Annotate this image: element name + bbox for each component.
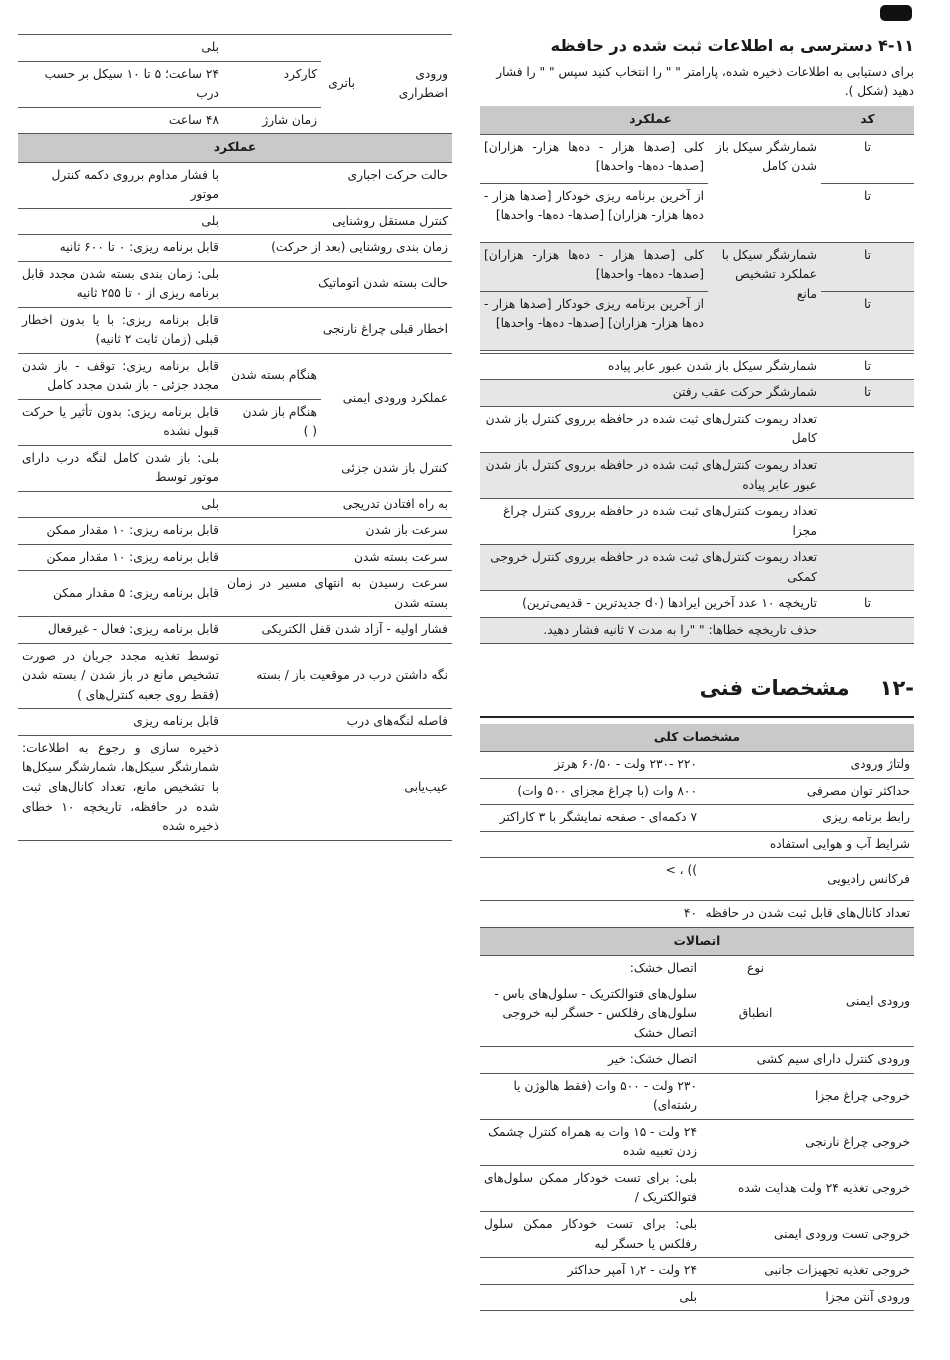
spec-sublabel: هنگام بسته شدن bbox=[223, 353, 321, 399]
spec-sublabel: نوع bbox=[747, 961, 764, 976]
spec-value: قابل برنامه ریزی: ۵ مقدار ممکن bbox=[18, 571, 223, 617]
spec-value: ۲۴ ولت - ۱۵ وات به همراه کنترل چشمک زدن تعبیه شده bbox=[480, 1119, 701, 1165]
obstacle-since-auto: از آخرین برنامه ریزی خودکار [صدها هزار - ده‌ها هزار- هزاران] [صدها- ده‌ها- واحدها] bbox=[480, 291, 708, 350]
memory-table bbox=[480, 106, 914, 644]
spec-label: تعداد کانال‌های قابل ثبت شدن در حافظه bbox=[701, 901, 914, 928]
general-specs-header: مشخصات کلی bbox=[480, 724, 914, 752]
spec-value: ۴۰ bbox=[480, 901, 701, 928]
spec-label: خروجی تست ورودی ایمنی bbox=[701, 1211, 914, 1257]
spec-label: خروجی تغذیه تجهیزات جانبی bbox=[701, 1258, 914, 1285]
spec-label: اخطار قبلی چراغ نارنجی bbox=[223, 307, 452, 353]
obstacle-total: کلی [صدها هزار - ده‌ها هزار- هزاران] [صدها- ده‌ها- واحدها] bbox=[480, 242, 708, 291]
spec-label: رابط برنامه ریزی bbox=[701, 805, 914, 832]
spec-value: اتصال خشک: bbox=[629, 961, 697, 976]
opening-sublabel: ( ) bbox=[303, 424, 317, 439]
obstacle-counter-label: شمارشگر سیکل با عملکرد تشخیص مانع bbox=[708, 242, 821, 350]
spec-label: خروجی چراغ نارنجی bbox=[701, 1119, 914, 1165]
remote-lamp-count: تعداد ریموت کنترل‌های ثبت شده در حافظه برروی کنترل چراغ مجزا bbox=[480, 499, 821, 545]
error-history: تاریخچه ۱۰ عدد آخرین ایرادها (d۰ جدیدترین - قدیمی‌ترین) bbox=[480, 591, 821, 618]
spec-value: اتصال خشک: خیر bbox=[480, 1047, 701, 1074]
opening-label: هنگام باز شدن bbox=[242, 404, 317, 419]
spec-label: ورودی اضطراری bbox=[359, 35, 452, 134]
spec-sublabel bbox=[223, 399, 321, 445]
full-open-since-auto: از آخرین برنامه ریزی خودکار [صدها هزار - ده‌ها هزار- هزاران] [صدها- ده‌ها- واحدها] bbox=[480, 183, 708, 242]
spec-value: ۲۲۰ -۲۳۰ ولت - ۶۰/۵۰ هرتز bbox=[480, 752, 701, 779]
spec-label: حالت حرکت اجباری bbox=[223, 162, 452, 208]
functions-table bbox=[18, 34, 452, 841]
spec-sublabel: باتری bbox=[321, 35, 359, 134]
spec-label: ورودی ایمنی bbox=[810, 956, 914, 1047]
spec-value: بلی: برای تست خودکار ممکن سلول‌های فتوالکتریک / bbox=[480, 1165, 701, 1211]
spec-value: قابل برنامه ریزی: بدون تأثیر یا حرکت قبول نشده bbox=[18, 399, 223, 445]
spec-sublabel: زمان شارژ bbox=[223, 107, 321, 134]
pedestrian-counter: شمارشگر سیکل باز شدن عبور عابر پیاده bbox=[480, 353, 821, 380]
spec-value: توسط تغذیه مجدد جریان در صورت تشخیص مانع در باز شدن / بسته شدن (فقط روی جعبه کنترل‌های ) bbox=[18, 643, 223, 709]
spec-value: ۲۴ ولت - ۱٫۲ آمپر حداکثر bbox=[480, 1258, 701, 1285]
spec-label: خروجی چراغ مجزا bbox=[701, 1073, 914, 1119]
spec-label: سرعت باز شدن bbox=[223, 518, 452, 545]
spec-value: قابل برنامه ریزی: ۰ تا ۶۰۰ ثانیه bbox=[18, 235, 223, 262]
spec-value: سلول‌های فتوالکتریک - سلول‌های باس - سلول‌های رفلکس - حسگر لبه خروجی اتصال خشک bbox=[480, 982, 701, 1047]
spec-value: ۸۰۰ وات (با چراغ مجزای ۵۰۰ وات) bbox=[480, 778, 701, 805]
right-column bbox=[480, 0, 914, 1311]
col-func-header: عملکرد bbox=[480, 106, 821, 134]
spec-sublabel: انطباق bbox=[701, 982, 810, 1047]
spec-value: قابل برنامه ریزی: ۱۰ مقدار ممکن bbox=[18, 544, 223, 571]
col-code-header: کد bbox=[821, 106, 914, 134]
spec-label: فرکانس رادیویی bbox=[701, 858, 914, 901]
spec-label: به راه افتادن تدریجی bbox=[223, 491, 452, 518]
spec-value: )) ، > bbox=[480, 858, 701, 901]
code-cell: تا bbox=[821, 380, 914, 407]
spec-label: فشار اولیه - آزاد شدن قفل الکتریکی bbox=[223, 617, 452, 644]
remote-full-count: تعداد ریموت کنترل‌های ثبت شده در حافظه برروی کنترل باز شدن کامل bbox=[480, 406, 821, 452]
spec-value: قابل برنامه ریزی: توقف - باز شدن مجدد جزئی - باز شدن مجدد کامل bbox=[18, 353, 223, 399]
spec-label: زمان بندی روشنایی (بعد از حرکت) bbox=[223, 235, 452, 262]
section-12-heading bbox=[480, 662, 914, 718]
spec-table bbox=[480, 724, 914, 1311]
section-11-intro: برای دستیابی به اطلاعات ذخیره شده، پارامتر " " را انتخاب کنید سپس " " را فشار دهید (شکل ). bbox=[496, 64, 914, 98]
spec-value: با فشار مداوم برروی دکمه کنترل موتور bbox=[18, 162, 223, 208]
spec-value: بلی bbox=[18, 491, 223, 518]
reverse-counter: شمارشگر حرکت عقب رفتن bbox=[480, 380, 821, 407]
spec-value: بلی bbox=[18, 208, 223, 235]
spec-value: بلی: برای تست خودکار ممکن سلول رفلکس یا حسگر لبه bbox=[480, 1211, 701, 1257]
spec-sublabel: کارکرد bbox=[223, 61, 321, 107]
spec-label: حداکثر توان مصرفی bbox=[701, 778, 914, 805]
spec-label: کنترل باز شدن جزئی bbox=[223, 445, 452, 491]
left-column bbox=[18, 0, 452, 841]
code-cell: تا bbox=[821, 291, 914, 350]
code-cell: تا bbox=[821, 591, 914, 618]
spec-value: ۲۴ ساعت؛ ۵ تا ۱۰ سیکل بر حسب درب bbox=[18, 61, 223, 107]
spec-label: حالت بسته شدن اتوماتیک bbox=[223, 261, 452, 307]
functions-header: عملکرد bbox=[18, 134, 452, 163]
spec-value: قابل برنامه ریزی: فعال - غیرفعال bbox=[18, 617, 223, 644]
code-cell: تا bbox=[821, 242, 914, 291]
full-open-counter-label: شمارشگر سیکل باز شدن کامل bbox=[708, 134, 821, 242]
spec-value: ۷ دکمه‌ای - صفحه نمایشگر با ۳ کاراکتر bbox=[480, 805, 701, 832]
spec-value: قابل برنامه ریزی: ۱۰ مقدار ممکن bbox=[18, 518, 223, 545]
spec-value: بلی bbox=[480, 1284, 701, 1311]
section-11-title: ۴-۱۱ دسترسی به اطلاعات ثبت شده در حافظه bbox=[550, 36, 914, 55]
code-cell: تا bbox=[821, 134, 914, 183]
spec-label: خروجی تغذیه ۲۴ ولت هدایت شده bbox=[701, 1165, 914, 1211]
section-12-title: مشخصات فنی bbox=[699, 676, 850, 701]
code-cell: تا bbox=[821, 353, 914, 380]
spec-label: شرایط آب و هوایی استفاده bbox=[480, 831, 914, 858]
clear-error-history: حذف تاریخچه خطاها: " "را به مدت ۷ ثانیه فشار دهید. bbox=[480, 617, 821, 644]
spec-value: ۴۸ ساعت bbox=[18, 107, 223, 134]
connections-header: اتصالات bbox=[480, 927, 914, 956]
spec-label: ورودی کنترل دارای سیم کشی bbox=[701, 1047, 914, 1074]
spec-label: ولتاژ ورودی bbox=[701, 752, 914, 779]
spec-value: قابل برنامه ریزی: با یا بدون اخطار قبلی (زمان ثابت ۲ ثانیه) bbox=[18, 307, 223, 353]
spec-label: عملکرد ورودی ایمنی bbox=[321, 353, 452, 445]
spec-label: عیب‌یابی bbox=[223, 735, 452, 840]
spec-value: قابل برنامه ریزی bbox=[18, 709, 223, 736]
full-open-total: کلی [صدها هزار - ده‌ها هزار- هزاران] [صدها- ده‌ها- واحدها] bbox=[480, 134, 708, 183]
spec-label: کنترل مستقل روشنایی bbox=[223, 208, 452, 235]
spec-value: ذخیره سازی و رجوع به اطلاعات: شمارشگر سیکل‌ها، شمارشگر سیکل‌ها با تشخیص مانع، تعداد کانال‌های ثبت شده در حافظه، تاریخچه ۱۰ خطای ذخیره شده bbox=[18, 735, 223, 840]
code-cell: تا bbox=[821, 183, 914, 242]
remote-pedestrian-count: تعداد ریموت کنترل‌های ثبت شده در حافظه برروی کنترل باز شدن عبور عابر پیاده bbox=[480, 452, 821, 498]
remote-aux-count: تعداد ریموت کنترل‌های ثبت شده در حافظه برروی کنترل خروجی کمکی bbox=[480, 545, 821, 591]
spec-label: فاصله لنگه‌های درب bbox=[223, 709, 452, 736]
spec-label: سرعت بسته شدن bbox=[223, 544, 452, 571]
spec-value: بلی: زمان بندی بسته شدن مجدد قابل برنامه ریزی از ۰ تا ۲۵۵ ثانیه bbox=[18, 261, 223, 307]
spec-value: بلی: باز شدن کامل لنگه درب دارای موتور توسط bbox=[18, 445, 223, 491]
spec-value: بلی bbox=[18, 35, 223, 62]
spec-label: ورودی آنتن مجزا bbox=[701, 1284, 914, 1311]
spec-value: ۲۳۰ ولت - ۵۰۰ وات (فقط هالوژن یا رشته‌ای) bbox=[480, 1073, 701, 1119]
spec-label: نگه داشتن درب در موقعیت باز / بسته bbox=[223, 643, 452, 709]
spec-label: سرعت رسیدن به انتهای مسیر در زمان بسته شدن bbox=[223, 571, 452, 617]
section-12-number: -۱۲ bbox=[879, 676, 914, 701]
